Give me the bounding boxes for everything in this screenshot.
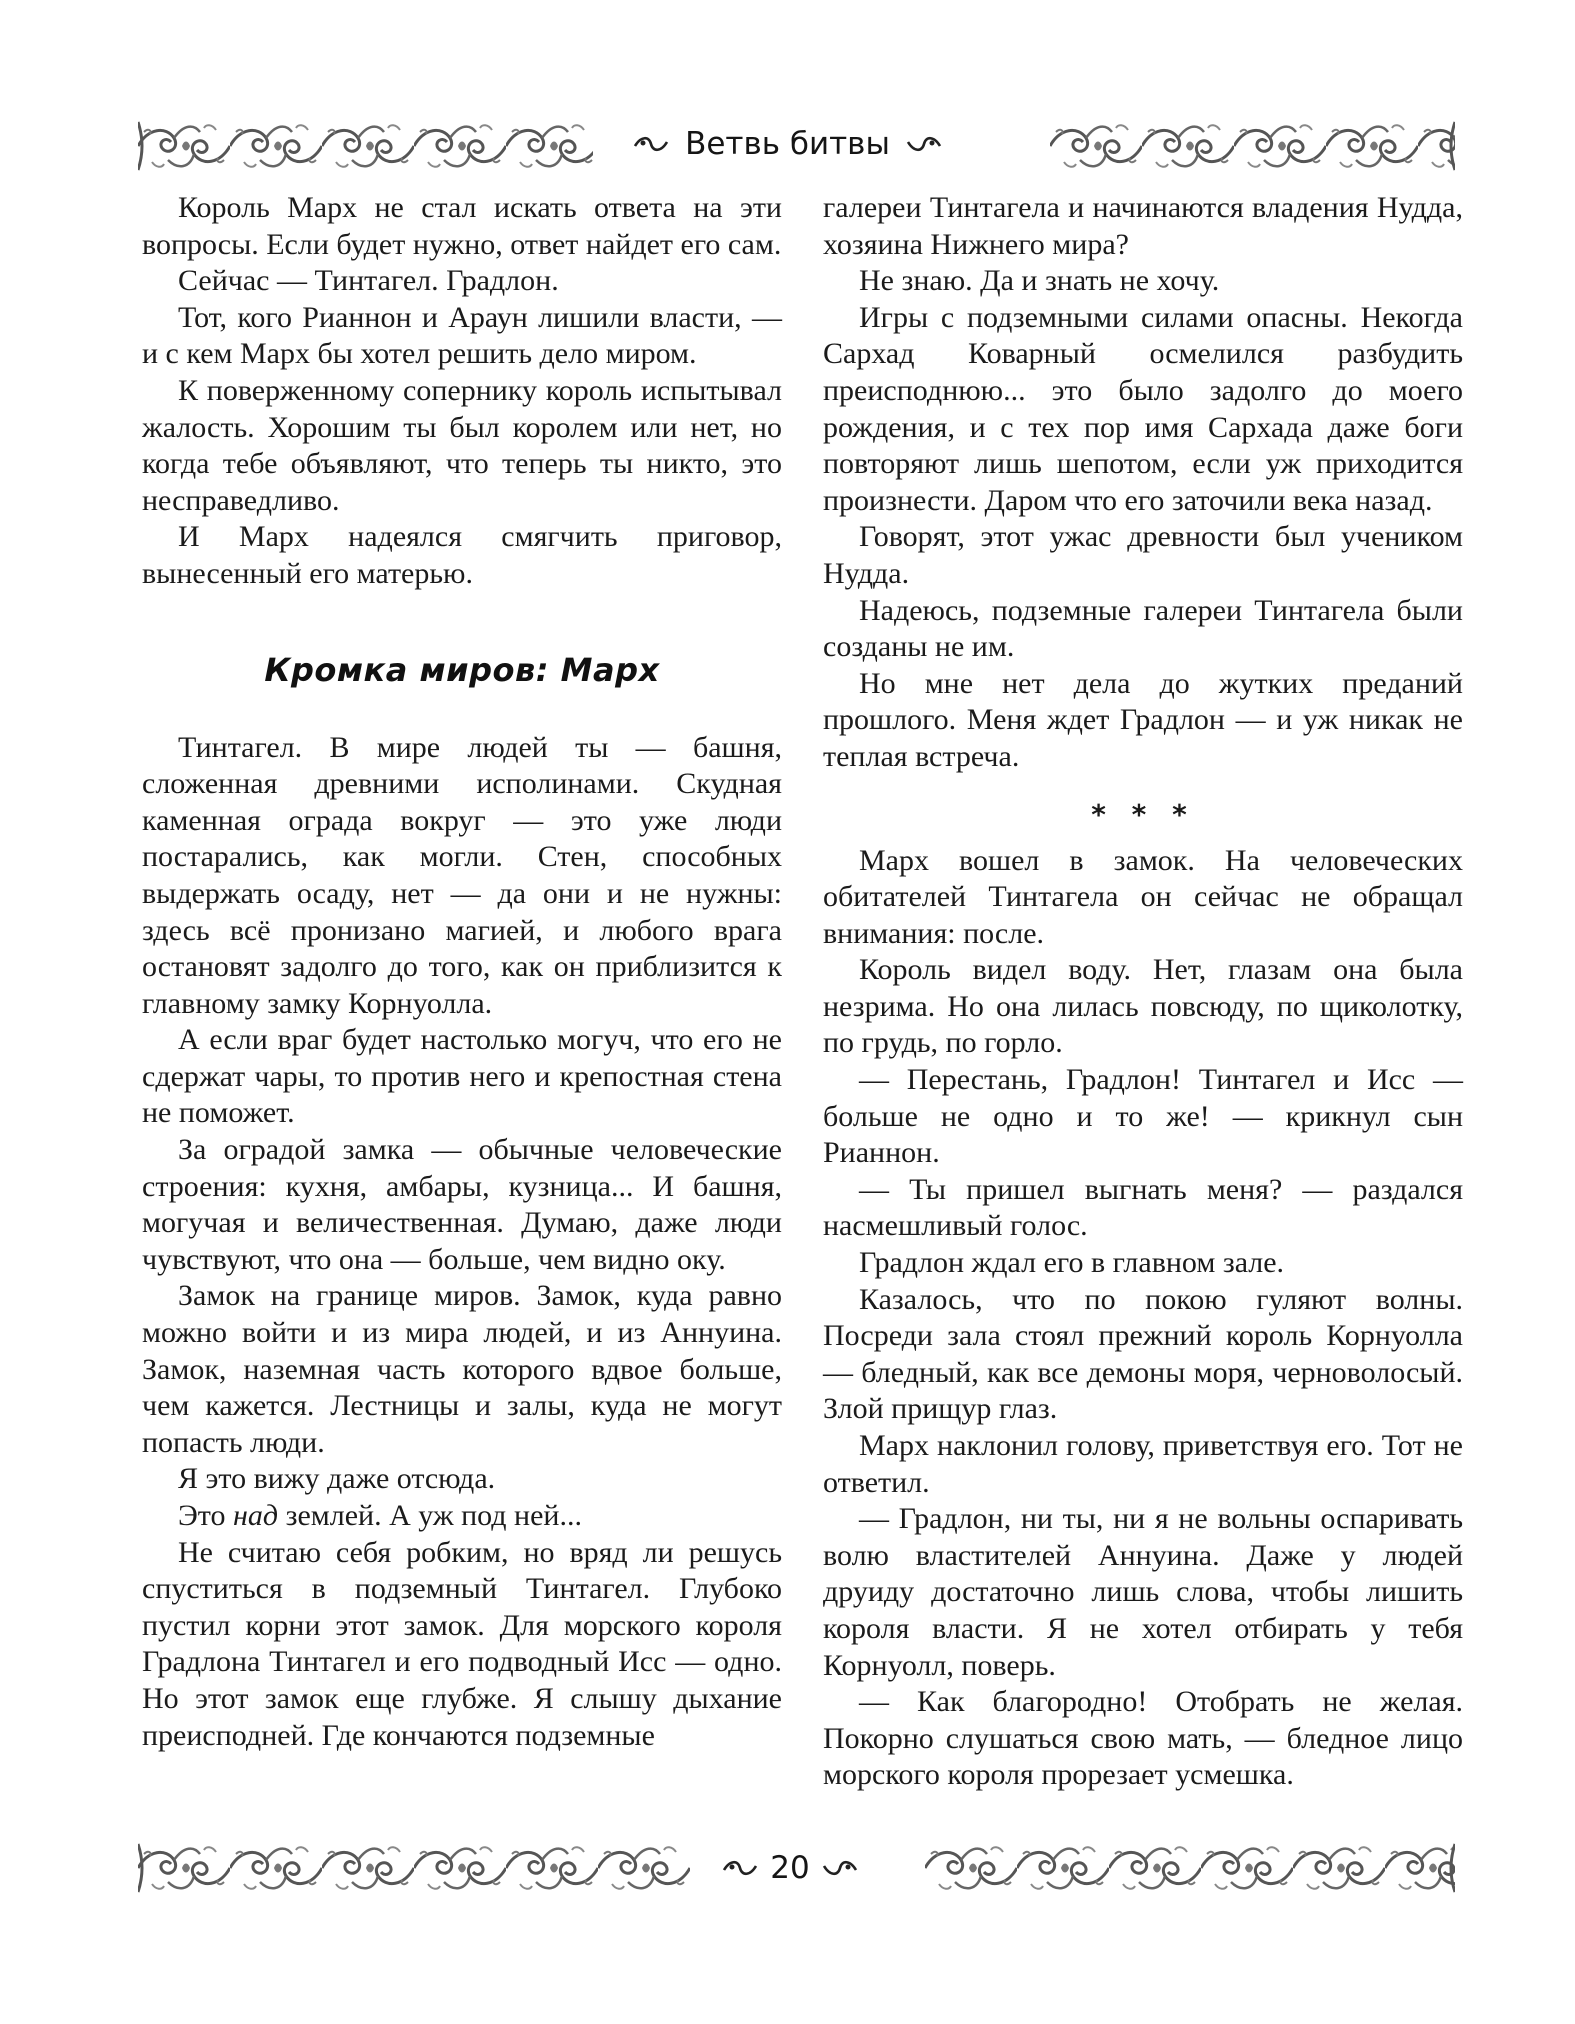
paragraph: Градлон ждал его в главном зале. <box>859 1246 1285 1280</box>
paragraph-with-italic <box>142 1498 782 1535</box>
paragraph: Марх наклонил голову, приветствуя его. Тот не ответил. <box>823 1429 1463 1499</box>
paragraph: Игры с подземными силами опасны. Некогда Сархад Коварный осмелился разбудить преисподнюю... это было задолго до моего рождения, и с тех пор имя Сархада даже боги повторяют лишь шепотом, если уж приходится произнести. Даром что его заточили века назад. <box>823 300 1463 517</box>
paragraph: Сейчас — Тинтагел. Градлон. <box>178 264 559 298</box>
page-number: 20 <box>770 1850 810 1886</box>
text-run: Это <box>178 1499 234 1532</box>
swirl-left-icon <box>722 1858 760 1878</box>
paragraph: За оградой замка — обычные человеческие строения: кухня, амбары, кузница... И башня, могучая и величественная. Думаю, даже люди чувствуют, что она — больше, чем видно оку. <box>142 1133 782 1276</box>
paragraph: Я это вижу даже отсюда. <box>178 1462 496 1496</box>
paragraph: Король видел воду. Нет, глазам она была незрима. Но она лилась повсюду, по щиколотку, по грудь, по горло. <box>823 953 1463 1060</box>
text-run: землей. А уж под ней... <box>278 1499 582 1532</box>
paragraph: — Перестань, Градлон! Тинтагел и Исс — больше не одно и то же! — крикнул сын Рианнон. <box>823 1063 1463 1170</box>
right-column <box>823 190 1463 1794</box>
paragraph: Тинтагел. В мире людей ты — башня, сложенная древними исполинами. Скудная каменная ограда вокруг — это уже люди постарались, как могли. Стен, способных выдержать осаду, нет — да они и не нужны: здесь всё пронизано магией, и любого врага остановят задолго до того, как он приблизится к главному замку Корнуолла. <box>142 730 782 1020</box>
paragraph: — Градлон, ни ты, ни я не вольны оспаривать волю властителей Аннуина. Даже у людей друиду достаточно лишь слова, чтобы лишить короля власти. Я не хотел отбирать у тебя Корнуолл, поверь. <box>823 1502 1463 1682</box>
italic-word: над <box>233 1499 279 1532</box>
paragraph: Не знаю. Да и знать не хочу. <box>859 264 1220 298</box>
swirl-left-icon <box>633 134 671 154</box>
swirl-right-icon <box>820 1858 858 1878</box>
swirl-right-icon <box>904 134 942 154</box>
paragraph: Не считаю себя робким, но вряд ли решусь спуститься в подземный Тинтагел. Глубоко пустил корни этот замок. Для морского короля Градлона Тинтагел и его подводный Исс — одно. Но этот замок еще глубже. Я слышу дыхание преисподней. Где кончаются подземные <box>142 1535 782 1752</box>
running-title: Ветвь битвы <box>685 126 890 162</box>
paragraph: Но мне нет дела до жутких преданий прошлого. Меня ждет Градлон — и уж никак не теплая встреча. <box>823 666 1463 773</box>
page-number-block <box>718 1843 862 1893</box>
paragraph: Надеюсь, подземные галереи Тинтагела были созданы не им. <box>823 593 1463 664</box>
paragraph: И Марх надеялся смягчить приговор, вынесенный его матерью. <box>142 520 782 590</box>
paragraph: Тот, кого Рианнон и Араун лишили власти, — и с кем Марх бы хотел решить дело миром. <box>142 300 782 371</box>
header-right-ornament <box>1050 118 1455 174</box>
continuation-paragraph: галереи Тинтагела и начинаются владения Нудда, хозяина Нижнего мира? <box>823 191 1463 261</box>
scene-separator: * * * <box>1091 797 1195 831</box>
paragraph: Марх вошел в замок. На человеческих обитателей Тинтагела он сейчас не обращал внимания: после. <box>823 843 1463 950</box>
paragraph: К поверженному сопернику король испытывал жалость. Хорошим ты был королем или нет, но когда тебе объявляют, что теперь ты никто, это несправедливо. <box>142 373 782 517</box>
section-title: Кромка миров: Марх <box>264 650 660 689</box>
footer-right-ornament <box>925 1840 1455 1896</box>
paragraph: — Как благородно! Отобрать не желая. Покорно слушаться свою мать, — бледное лицо морского короля прорезает усмешка. <box>823 1685 1463 1792</box>
left-column <box>142 190 782 1754</box>
running-head <box>620 118 955 170</box>
footer-left-ornament <box>138 1840 690 1896</box>
paragraph: Казалось, что по покою гуляют волны. Посреди зала стоял прежний король Корнуолла — бледный, как все демоны моря, черноволосый. Злой прищур глаз. <box>823 1282 1463 1426</box>
paragraph: Замок на границе миров. Замок, куда равно можно войти и из мира людей, и из Аннуина. Замок, наземная часть которого вдвое больше, чем кажется. Лестницы и залы, куда не могут попасть люди. <box>142 1279 782 1459</box>
header-left-ornament <box>138 118 593 174</box>
paragraph: Король Марх не стал искать ответа на эти вопросы. Если будет нужно, ответ найдет его сам. <box>142 191 782 261</box>
paragraph: Говорят, этот ужас древности был учеником Нудда. <box>823 520 1463 590</box>
paragraph: — Ты пришел выгнать меня? — раздался насмешливый голос. <box>823 1172 1463 1243</box>
paragraph: А если враг будет настолько могуч, что его не сдержат чары, то против него и крепостная стена не поможет. <box>142 1023 782 1130</box>
